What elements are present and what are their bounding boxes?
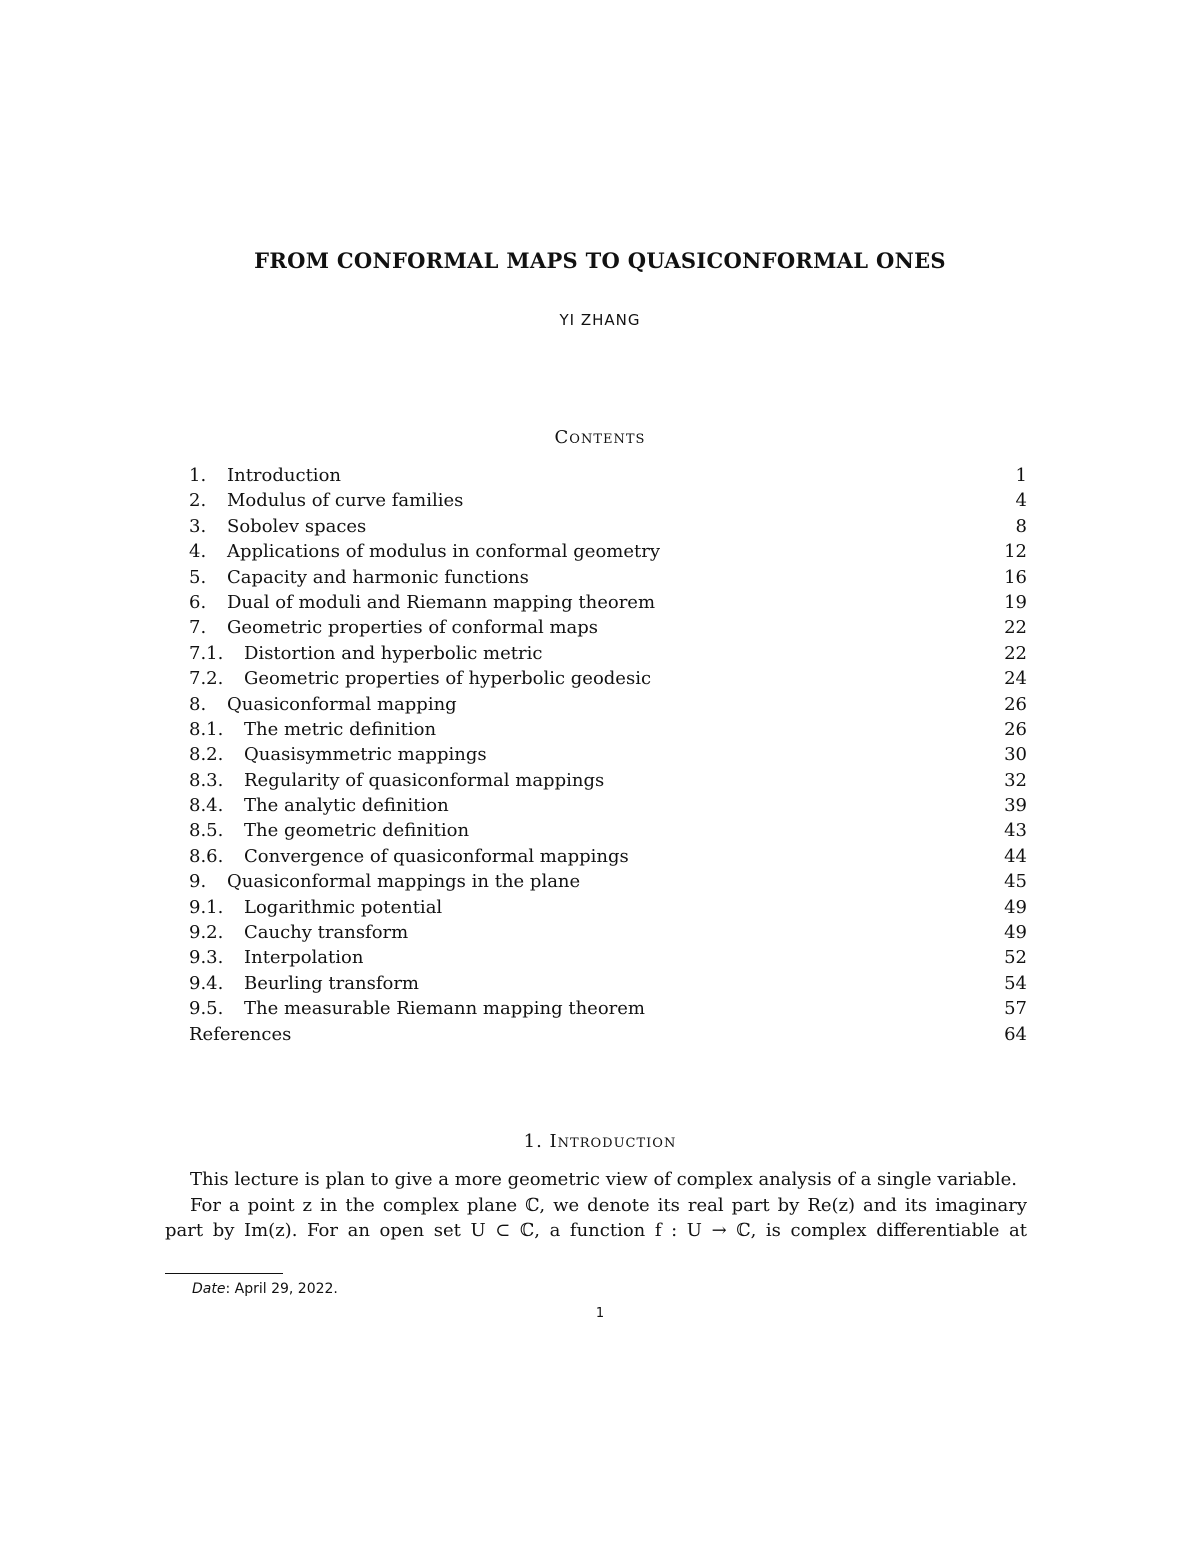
- toc-title: Capacity and harmonic functions: [227, 566, 529, 588]
- toc-page-number: 64: [1004, 1023, 1027, 1045]
- toc-page-number: 54: [1004, 972, 1027, 994]
- toc-number: 5.: [189, 566, 207, 588]
- toc-title: Distortion and hyperbolic metric: [244, 642, 543, 664]
- toc-page-number: 57: [1004, 998, 1027, 1020]
- footnote: [192, 1281, 338, 1297]
- toc-page-number: 49: [1004, 896, 1027, 918]
- toc-entry[interactable]: [189, 869, 1027, 894]
- toc-page-number: 39: [1004, 795, 1027, 817]
- toc-subentry[interactable]: [189, 793, 1027, 818]
- toc-subentry[interactable]: [189, 971, 1027, 996]
- toc-number: 9.: [189, 871, 207, 893]
- toc-title: Introduction: [227, 465, 341, 486]
- toc-entry-references[interactable]: [189, 1022, 1027, 1047]
- toc-title: Geometric properties of conformal maps: [227, 617, 599, 639]
- toc-page-number: 52: [1004, 947, 1027, 969]
- author-name: YI ZHANG: [559, 311, 641, 329]
- toc-subentry[interactable]: [189, 920, 1027, 945]
- toc-page-number: 12: [1004, 541, 1027, 563]
- paper-title: FROM CONFORMAL MAPS TO QUASICONFORMAL ONES: [254, 248, 946, 273]
- toc-subentry[interactable]: [189, 666, 1027, 691]
- toc-number: 9.5.: [189, 998, 224, 1020]
- section-heading: 1. Introduction: [523, 1131, 677, 1152]
- toc-number: 8.6.: [189, 845, 224, 867]
- toc-subentry[interactable]: [189, 818, 1027, 843]
- toc-entry[interactable]: [189, 539, 1027, 564]
- toc-page-number: 44: [1004, 845, 1027, 867]
- toc-page-number: 8: [1015, 515, 1027, 537]
- toc-page-number: 43: [1004, 820, 1027, 842]
- toc-number: 9.2.: [189, 922, 224, 944]
- toc-title: Convergence of quasiconformal mappings: [244, 845, 629, 867]
- toc-entry[interactable]: [189, 692, 1027, 717]
- toc-subentry[interactable]: [189, 945, 1027, 970]
- toc-page-number: 22: [1004, 617, 1027, 639]
- toc-title: The analytic definition: [244, 795, 449, 817]
- toc-number: 8.: [189, 693, 207, 715]
- contents-heading: Contents: [554, 427, 646, 448]
- paragraph: For a point z in the complex plane ℂ, we denote its real part by Re(z) and its imaginary part by Im(z). For an open set U ⊂ ℂ, a function f : U → ℂ, is complex differentiable at: [165, 1194, 1027, 1242]
- toc-number: 8.2.: [189, 744, 224, 766]
- toc-title: Quasisymmetric mappings: [244, 744, 487, 766]
- toc-title: Beurling transform: [244, 972, 419, 994]
- toc-title: The geometric definition: [244, 820, 470, 842]
- toc-title: Dual of moduli and Riemann mapping theorem: [227, 591, 656, 613]
- toc-entry[interactable]: [189, 514, 1027, 539]
- toc-title: Regularity of quasiconformal mappings: [244, 769, 605, 791]
- toc-number: 7.2.: [189, 668, 224, 690]
- toc-title: The metric definition: [244, 718, 437, 740]
- toc-subentry[interactable]: [189, 641, 1027, 666]
- toc-number: 8.3.: [189, 769, 224, 791]
- toc-page-number: 22: [1004, 642, 1027, 664]
- toc-subentry[interactable]: [189, 742, 1027, 767]
- toc-number: 8.5.: [189, 820, 224, 842]
- toc-page-number: 19: [1004, 591, 1027, 613]
- toc-page-number: 32: [1004, 769, 1027, 791]
- footnote-label: Date: [192, 1281, 226, 1297]
- toc-title: Modulus of curve families: [227, 490, 464, 512]
- paragraph: This lecture is plan to give a more geometric view of complex analysis of a single variable.: [190, 1169, 1017, 1190]
- toc-subentry[interactable]: [189, 844, 1027, 869]
- toc-entry[interactable]: [189, 565, 1027, 590]
- toc-page-number: 26: [1004, 693, 1027, 715]
- toc-title: The measurable Riemann mapping theorem: [244, 998, 645, 1020]
- footnote-rule: [165, 1273, 283, 1274]
- toc-subentry[interactable]: [189, 996, 1027, 1021]
- toc-page-number: 1: [1015, 465, 1027, 486]
- toc-entry[interactable]: [189, 488, 1027, 513]
- toc-number: 3.: [189, 515, 207, 537]
- toc-number: 9.3.: [189, 947, 224, 969]
- toc-number: 9.4.: [189, 972, 224, 994]
- toc-number: 7.: [189, 617, 207, 639]
- toc-number: 7.1.: [189, 642, 224, 664]
- body-text: [165, 1167, 1027, 1244]
- toc-number: 1.: [189, 465, 207, 486]
- toc-title: Cauchy transform: [244, 922, 409, 944]
- toc-page-number: 49: [1004, 922, 1027, 944]
- table-of-contents: [189, 463, 1027, 1047]
- toc-title: References: [189, 1023, 292, 1045]
- toc-page-number: 24: [1004, 668, 1027, 690]
- toc-number: 8.1.: [189, 718, 224, 740]
- toc-title: Quasiconformal mapping: [227, 693, 457, 715]
- toc-number: 4.: [189, 541, 207, 563]
- toc-number: 9.1.: [189, 896, 224, 918]
- toc-number: 8.4.: [189, 795, 224, 817]
- toc-number: 2.: [189, 490, 207, 512]
- toc-subentry[interactable]: [189, 768, 1027, 793]
- page-number: 1: [595, 1306, 605, 1321]
- toc-title: Sobolev spaces: [227, 515, 367, 537]
- toc-title: Interpolation: [244, 947, 364, 969]
- toc-title: Applications of modulus in conformal geometry: [227, 541, 661, 563]
- toc-entry[interactable]: [189, 590, 1027, 615]
- toc-title: Logarithmic potential: [244, 896, 443, 918]
- footnote-text: : April 29, 2022.: [225, 1281, 338, 1297]
- toc-subentry[interactable]: [189, 895, 1027, 920]
- toc-page-number: 30: [1004, 744, 1027, 766]
- toc-page-number: 4: [1015, 490, 1027, 512]
- toc-number: 6.: [189, 591, 207, 613]
- toc-title: Quasiconformal mappings in the plane: [227, 871, 581, 893]
- toc-page-number: 16: [1004, 566, 1027, 588]
- toc-title: Geometric properties of hyperbolic geodesic: [244, 668, 652, 690]
- toc-subentry[interactable]: [189, 717, 1027, 742]
- toc-page-number: 26: [1004, 718, 1027, 740]
- toc-entry[interactable]: [189, 615, 1027, 640]
- toc-entry[interactable]: [189, 463, 1027, 488]
- toc-page-number: 45: [1004, 871, 1027, 893]
